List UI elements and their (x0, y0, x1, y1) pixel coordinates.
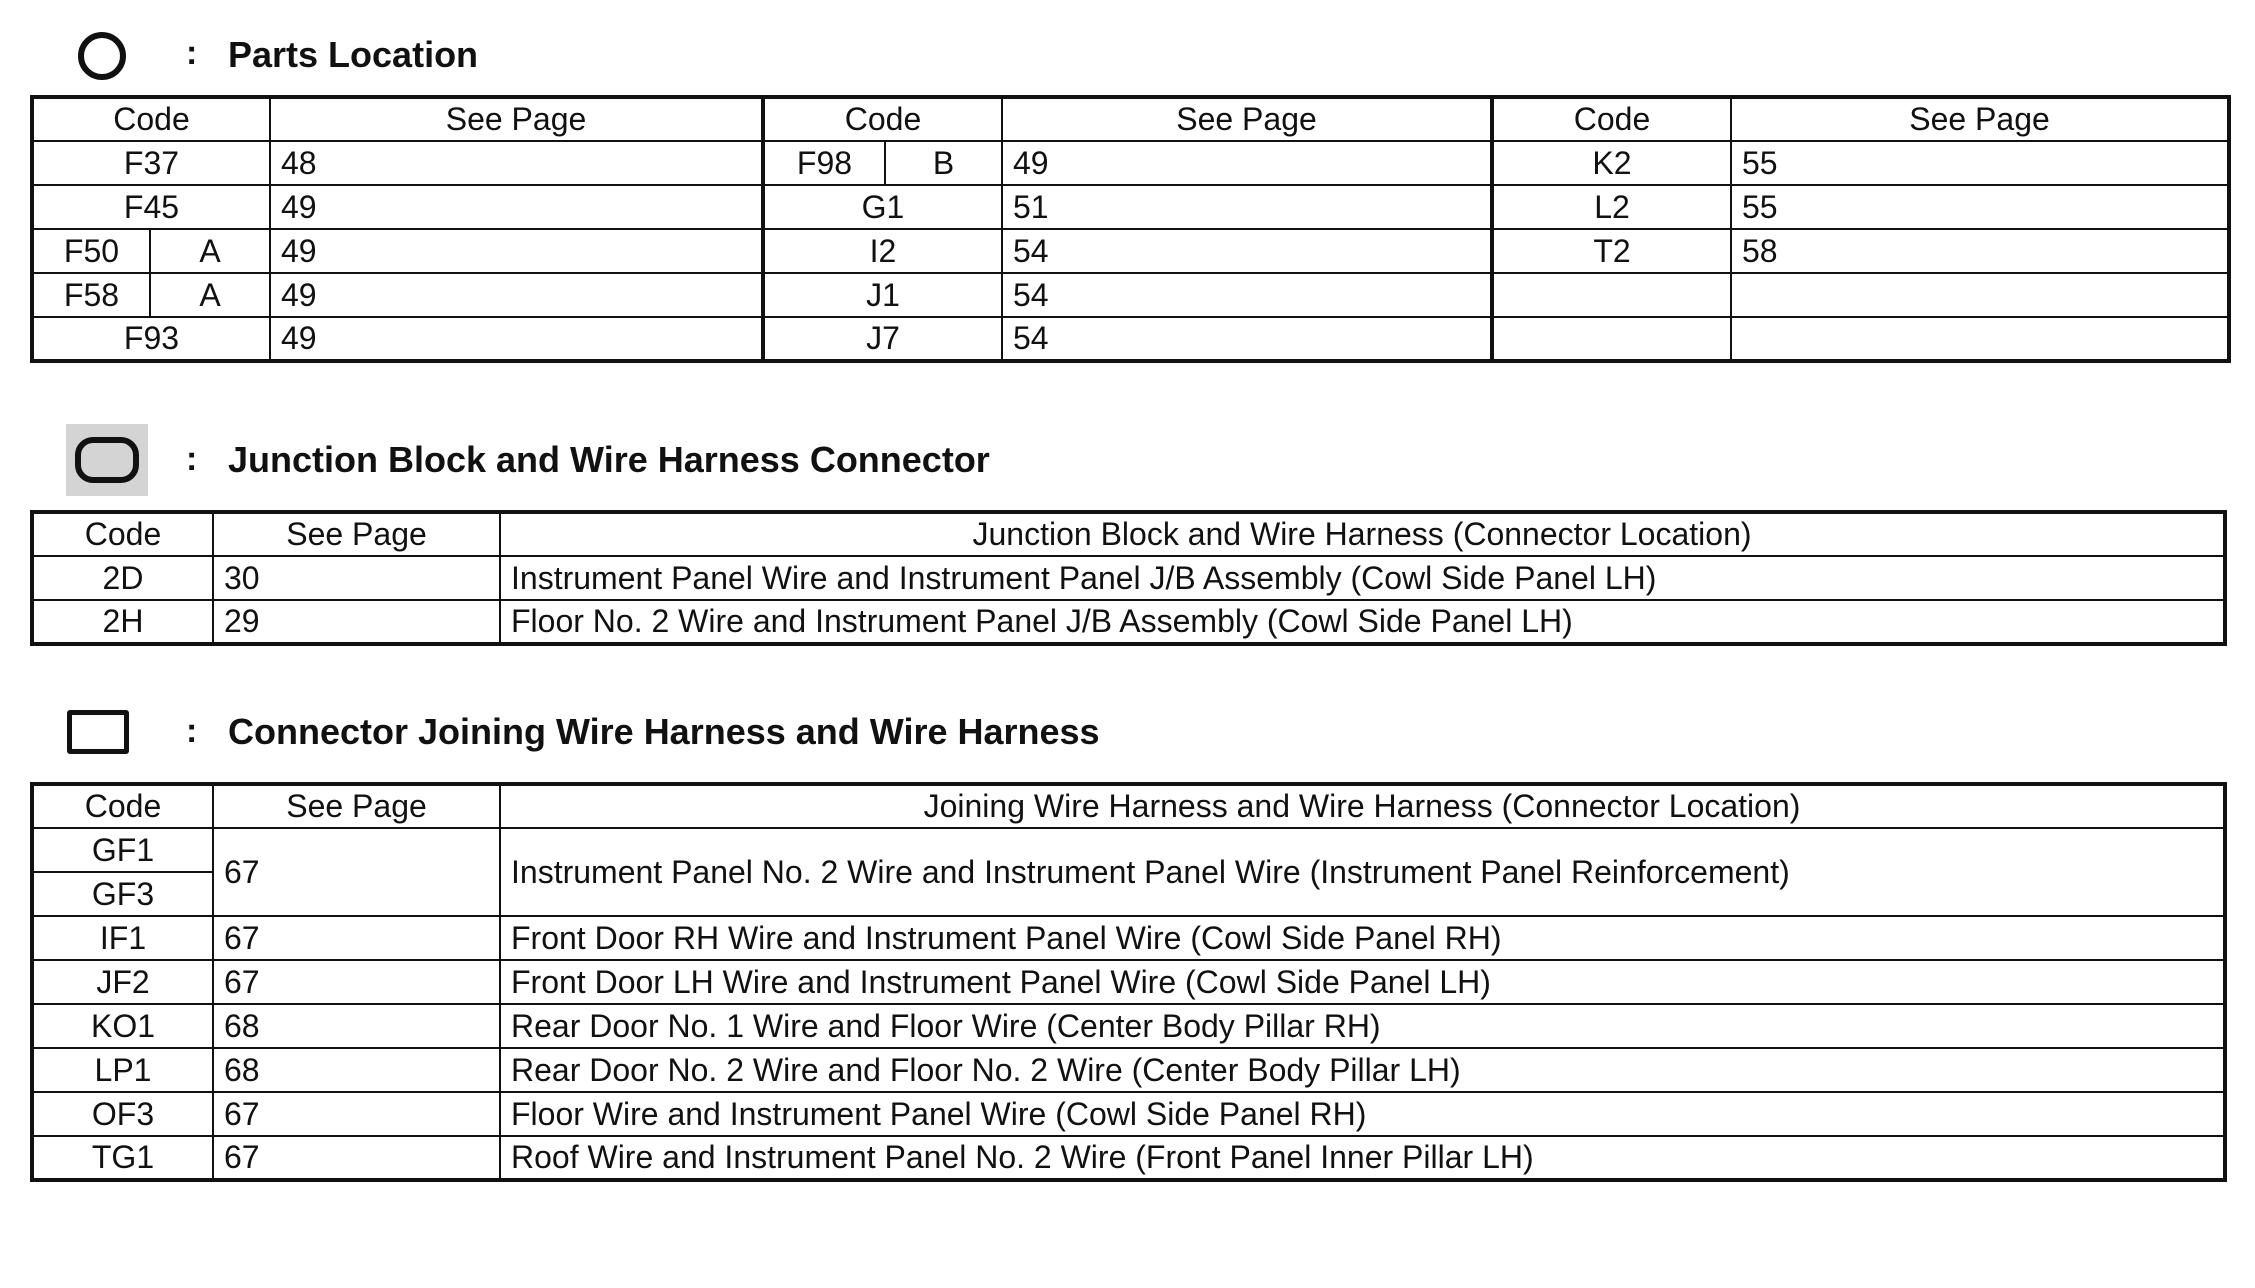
description-cell: Front Door LH Wire and Instrument Panel Wire (Cowl Side Panel LH) (500, 960, 2225, 1004)
table-row (32, 229, 2229, 273)
page-cell: 51 (1002, 185, 1492, 229)
code-header: Code (32, 512, 213, 556)
code-cell: F58 (32, 273, 150, 317)
page-cell: 49 (270, 317, 763, 361)
page-cell: 67 (213, 1136, 500, 1180)
page-cell (1731, 273, 2229, 317)
code-cell: GF1 (32, 828, 213, 872)
code-cell: F45 (32, 185, 270, 229)
description-header: Joining Wire Harness and Wire Harness (Connector Location) (500, 784, 2225, 828)
code-cell: KO1 (32, 1004, 213, 1048)
parts-location-colon: : (186, 34, 198, 72)
page-cell: 67 (213, 828, 500, 916)
table-row (32, 1004, 2225, 1048)
table-row (32, 916, 2225, 960)
col1-code-header: Code (32, 97, 270, 141)
description-cell: Front Door RH Wire and Instrument Panel Wire (Cowl Side Panel RH) (500, 916, 2225, 960)
col3-code-header: Code (1492, 97, 1731, 141)
col3-page-header: See Page (1731, 97, 2229, 141)
description-cell: Roof Wire and Instrument Panel No. 2 Wire (Front Panel Inner Pillar LH) (500, 1136, 2225, 1180)
rounded-rect-icon (66, 424, 148, 496)
code-cell: IF1 (32, 916, 213, 960)
table-row (32, 317, 2229, 361)
description-header: Junction Block and Wire Harness (Connector Location) (500, 512, 2225, 556)
code-header: Code (32, 784, 213, 828)
table-row (32, 828, 2225, 872)
code-cell: 2H (32, 600, 213, 644)
code-cell (1492, 317, 1731, 361)
connector-joining-title: Connector Joining Wire Harness and Wire Harness (228, 711, 1100, 752)
page-header: See Page (213, 784, 500, 828)
rect-icon (67, 710, 129, 754)
page-cell: 48 (270, 141, 763, 185)
description-cell: Floor No. 2 Wire and Instrument Panel J/B Assembly (Cowl Side Panel LH) (500, 600, 2225, 644)
col2-code-header: Code (763, 97, 1002, 141)
page-cell (1731, 317, 2229, 361)
code-cell: GF3 (32, 872, 213, 916)
code-cell: OF3 (32, 1092, 213, 1136)
page-cell: 29 (213, 600, 500, 644)
code-cell: F98 (763, 141, 885, 185)
col2-page-header: See Page (1002, 97, 1492, 141)
code-cell: K2 (1492, 141, 1731, 185)
table-row (32, 185, 2229, 229)
code-cell: F37 (32, 141, 270, 185)
code-cell: G1 (763, 185, 1002, 229)
page-cell: 49 (1002, 141, 1492, 185)
table-row (32, 1092, 2225, 1136)
table-row (32, 273, 2229, 317)
page-cell: 68 (213, 1004, 500, 1048)
code-cell: JF2 (32, 960, 213, 1004)
table-row (32, 1048, 2225, 1092)
page-cell: 49 (270, 185, 763, 229)
sub-code-cell: B (885, 141, 1002, 185)
page-cell: 58 (1731, 229, 2229, 273)
code-cell: I2 (763, 229, 1002, 273)
code-cell (1492, 273, 1731, 317)
page-cell: 54 (1002, 273, 1492, 317)
page-cell: 49 (270, 229, 763, 273)
table-row (32, 141, 2229, 185)
page-cell: 67 (213, 1092, 500, 1136)
page-cell: 54 (1002, 317, 1492, 361)
page-cell: 55 (1731, 185, 2229, 229)
code-cell: J7 (763, 317, 1002, 361)
page-header: See Page (213, 512, 500, 556)
page-cell: 30 (213, 556, 500, 600)
description-cell: Rear Door No. 2 Wire and Floor No. 2 Wire (Center Body Pillar LH) (500, 1048, 2225, 1092)
table-row (32, 600, 2225, 644)
parts-header-row (32, 97, 2229, 141)
col1-page-header: See Page (270, 97, 763, 141)
junction-header-row (32, 512, 2225, 556)
code-cell: T2 (1492, 229, 1731, 273)
parts-location-title: Parts Location (228, 34, 479, 75)
code-cell: TG1 (32, 1136, 213, 1180)
table-row (32, 1136, 2225, 1180)
code-cell: L2 (1492, 185, 1731, 229)
parts-location-table (30, 95, 2231, 363)
table-row (32, 556, 2225, 600)
circle-icon (78, 32, 126, 80)
sub-code-cell: A (150, 273, 270, 317)
page-cell: 68 (213, 1048, 500, 1092)
code-cell: 2D (32, 556, 213, 600)
description-cell: Rear Door No. 1 Wire and Floor Wire (Center Body Pillar RH) (500, 1004, 2225, 1048)
page-cell: 67 (213, 960, 500, 1004)
code-cell: J1 (763, 273, 1002, 317)
page-cell: 55 (1731, 141, 2229, 185)
connector-joining-table (30, 782, 2227, 1182)
sub-code-cell: A (150, 229, 270, 273)
page-cell: 54 (1002, 229, 1492, 273)
connector-joining-colon: : (186, 712, 198, 750)
description-cell: Instrument Panel No. 2 Wire and Instrument Panel Wire (Instrument Panel Reinforcement) (500, 828, 2225, 916)
description-cell: Instrument Panel Wire and Instrument Panel J/B Assembly (Cowl Side Panel LH) (500, 556, 2225, 600)
junction-block-table (30, 510, 2227, 646)
code-cell: F93 (32, 317, 270, 361)
code-cell: LP1 (32, 1048, 213, 1092)
description-cell: Floor Wire and Instrument Panel Wire (Cowl Side Panel RH) (500, 1092, 2225, 1136)
junction-block-title: Junction Block and Wire Harness Connector (228, 439, 990, 480)
junction-block-colon: : (186, 440, 198, 478)
joining-header-row (32, 784, 2225, 828)
code-cell: F50 (32, 229, 150, 273)
table-row (32, 960, 2225, 1004)
page-cell: 67 (213, 916, 500, 960)
page-cell: 49 (270, 273, 763, 317)
